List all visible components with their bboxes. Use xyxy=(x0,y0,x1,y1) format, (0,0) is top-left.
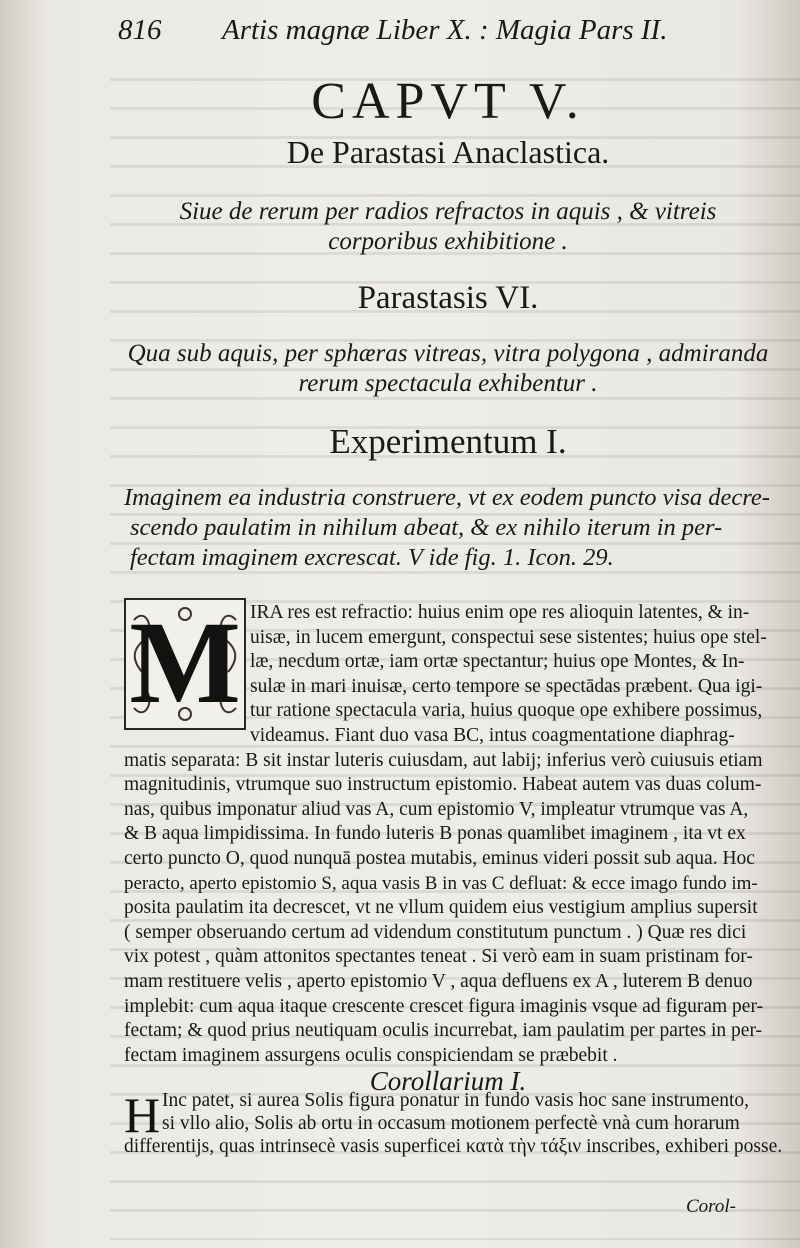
body-line: peracto, aperto epistomio S, aqua vasis B in vas C defluat: & ecce imago fundo im- xyxy=(124,872,758,894)
body-line: certo puncto O, quod nunquā postea mutabis, eminus videri possit sub aqua. Hoc xyxy=(124,848,755,869)
body-line: magnitudinis, vtrumque suo instructum epistomio. Habeat autem vas duas colum- xyxy=(124,774,762,796)
proposition-line-3: fectam imaginem excrescat. V ide fig. 1. Icon. 29. xyxy=(130,544,614,571)
body-line: uisæ, in lucem emergunt, conspectui sese sistentes; huius ope stel- xyxy=(250,626,767,648)
initial-letter: M xyxy=(129,597,241,728)
parastasis-desc-line-2: rerum spectacula exhibentur . xyxy=(298,370,598,397)
corollarium-line: Inc patet, si aurea Solis figura ponatur in fundo vasis hoc sane instrumento, xyxy=(162,1090,750,1111)
page-number: 816 xyxy=(118,14,162,46)
body-line: & B aqua limpidissima. In fundo luteris B ponas quamlibet imaginem , ita vt ex xyxy=(124,823,746,845)
chapter-subtitle-line-2: corporibus exhibitione . xyxy=(328,228,568,255)
body-line: nas, quibus imponatur aliud vas A, cum epistomio V, impleatur vtrumque vas A, xyxy=(124,798,749,820)
parastasis-desc-line-1: Qua sub aquis, per sphæras vitreas, vitra polygona , admiranda xyxy=(127,340,769,367)
body-line: posita paulatim ita decrescet, vt ne vllum quidem eius vestigium amplius supersit xyxy=(124,897,758,919)
proposition-line-2: scendo paulatim in nihilum abeat, & ex nihilo iterum in per- xyxy=(130,514,723,541)
body-line: sulæ in mari inuisæ, certo tempore se spectādas præbent. Qua igi- xyxy=(250,675,763,697)
corollarium-line: differentijs, quas intrinsecè vasis superficei κατὰ τὴν τάξιν inscribes, exhiberi posse. xyxy=(124,1136,783,1157)
experimentum-heading: Experimentum I. xyxy=(329,422,567,461)
body-line: videamus. Fiant duo vasa BC, intus coagmentatione diaphrag- xyxy=(250,725,735,746)
proposition-line-1: Imaginem ea industria construere, vt ex eodem puncto visa decre- xyxy=(124,484,770,511)
body-line: ( semper obseruando certum ad videndum constitutum punctum . ) Quæ res dici xyxy=(124,921,747,943)
body-line: vix potest , quàm attonitos spectantes teneat . Si verò eam in suam pristinam for- xyxy=(124,946,753,968)
corollarium-initial: H xyxy=(124,1087,161,1143)
running-head: Artis magnæ Liber X. : Magia Pars II. xyxy=(222,14,668,46)
body-line: fectam imaginem assurgens oculis conspiciendam se præbebit . xyxy=(124,1044,618,1066)
body-line: matis separata: B sit instar luteris cuiusdam, aut labij; inferius verò cuiusuis etiam xyxy=(124,749,763,771)
parastasis-heading: Parastasis VI. xyxy=(357,280,539,316)
chapter-subtitle-line-1: Siue de rerum per radios refractos in aquis , & vitreis xyxy=(179,198,717,225)
catchword: Corol- xyxy=(686,1196,736,1217)
corollarium-line: si vllo alio, Solis ab ortu in occasum motionem perfectè vnà cum horarum xyxy=(162,1113,740,1134)
page-header xyxy=(118,14,678,54)
decorated-initial xyxy=(124,598,246,730)
chapter-title: De Parastasi Anaclastica. xyxy=(286,134,610,170)
body-line: mam restituere velis , aperto epistomio V , aqua defluens ex A , luterem B denuo xyxy=(124,971,753,992)
chapter-heading: CAPVT V. xyxy=(311,73,585,130)
corollarium-heading: Corollarium I. xyxy=(369,1066,527,1096)
body-line: læ, necdum ortæ, iam ortæ spectantur; huius ope Montes, & In- xyxy=(250,651,745,673)
body-line: tur ratione spectacula varia, huius quoque ope exhibere possimus, xyxy=(250,700,763,722)
body-line: IRA res est refractio: huius enim ope res alioquin latentes, & in- xyxy=(250,602,750,623)
body-line: fectam; & quod prius neutiquam oculis incurrebat, iam paulatim per partes in per- xyxy=(124,1020,763,1042)
body-line: implebit: cum aqua itaque crescente crescet figura imaginis vsque ad figuram per- xyxy=(124,995,764,1017)
